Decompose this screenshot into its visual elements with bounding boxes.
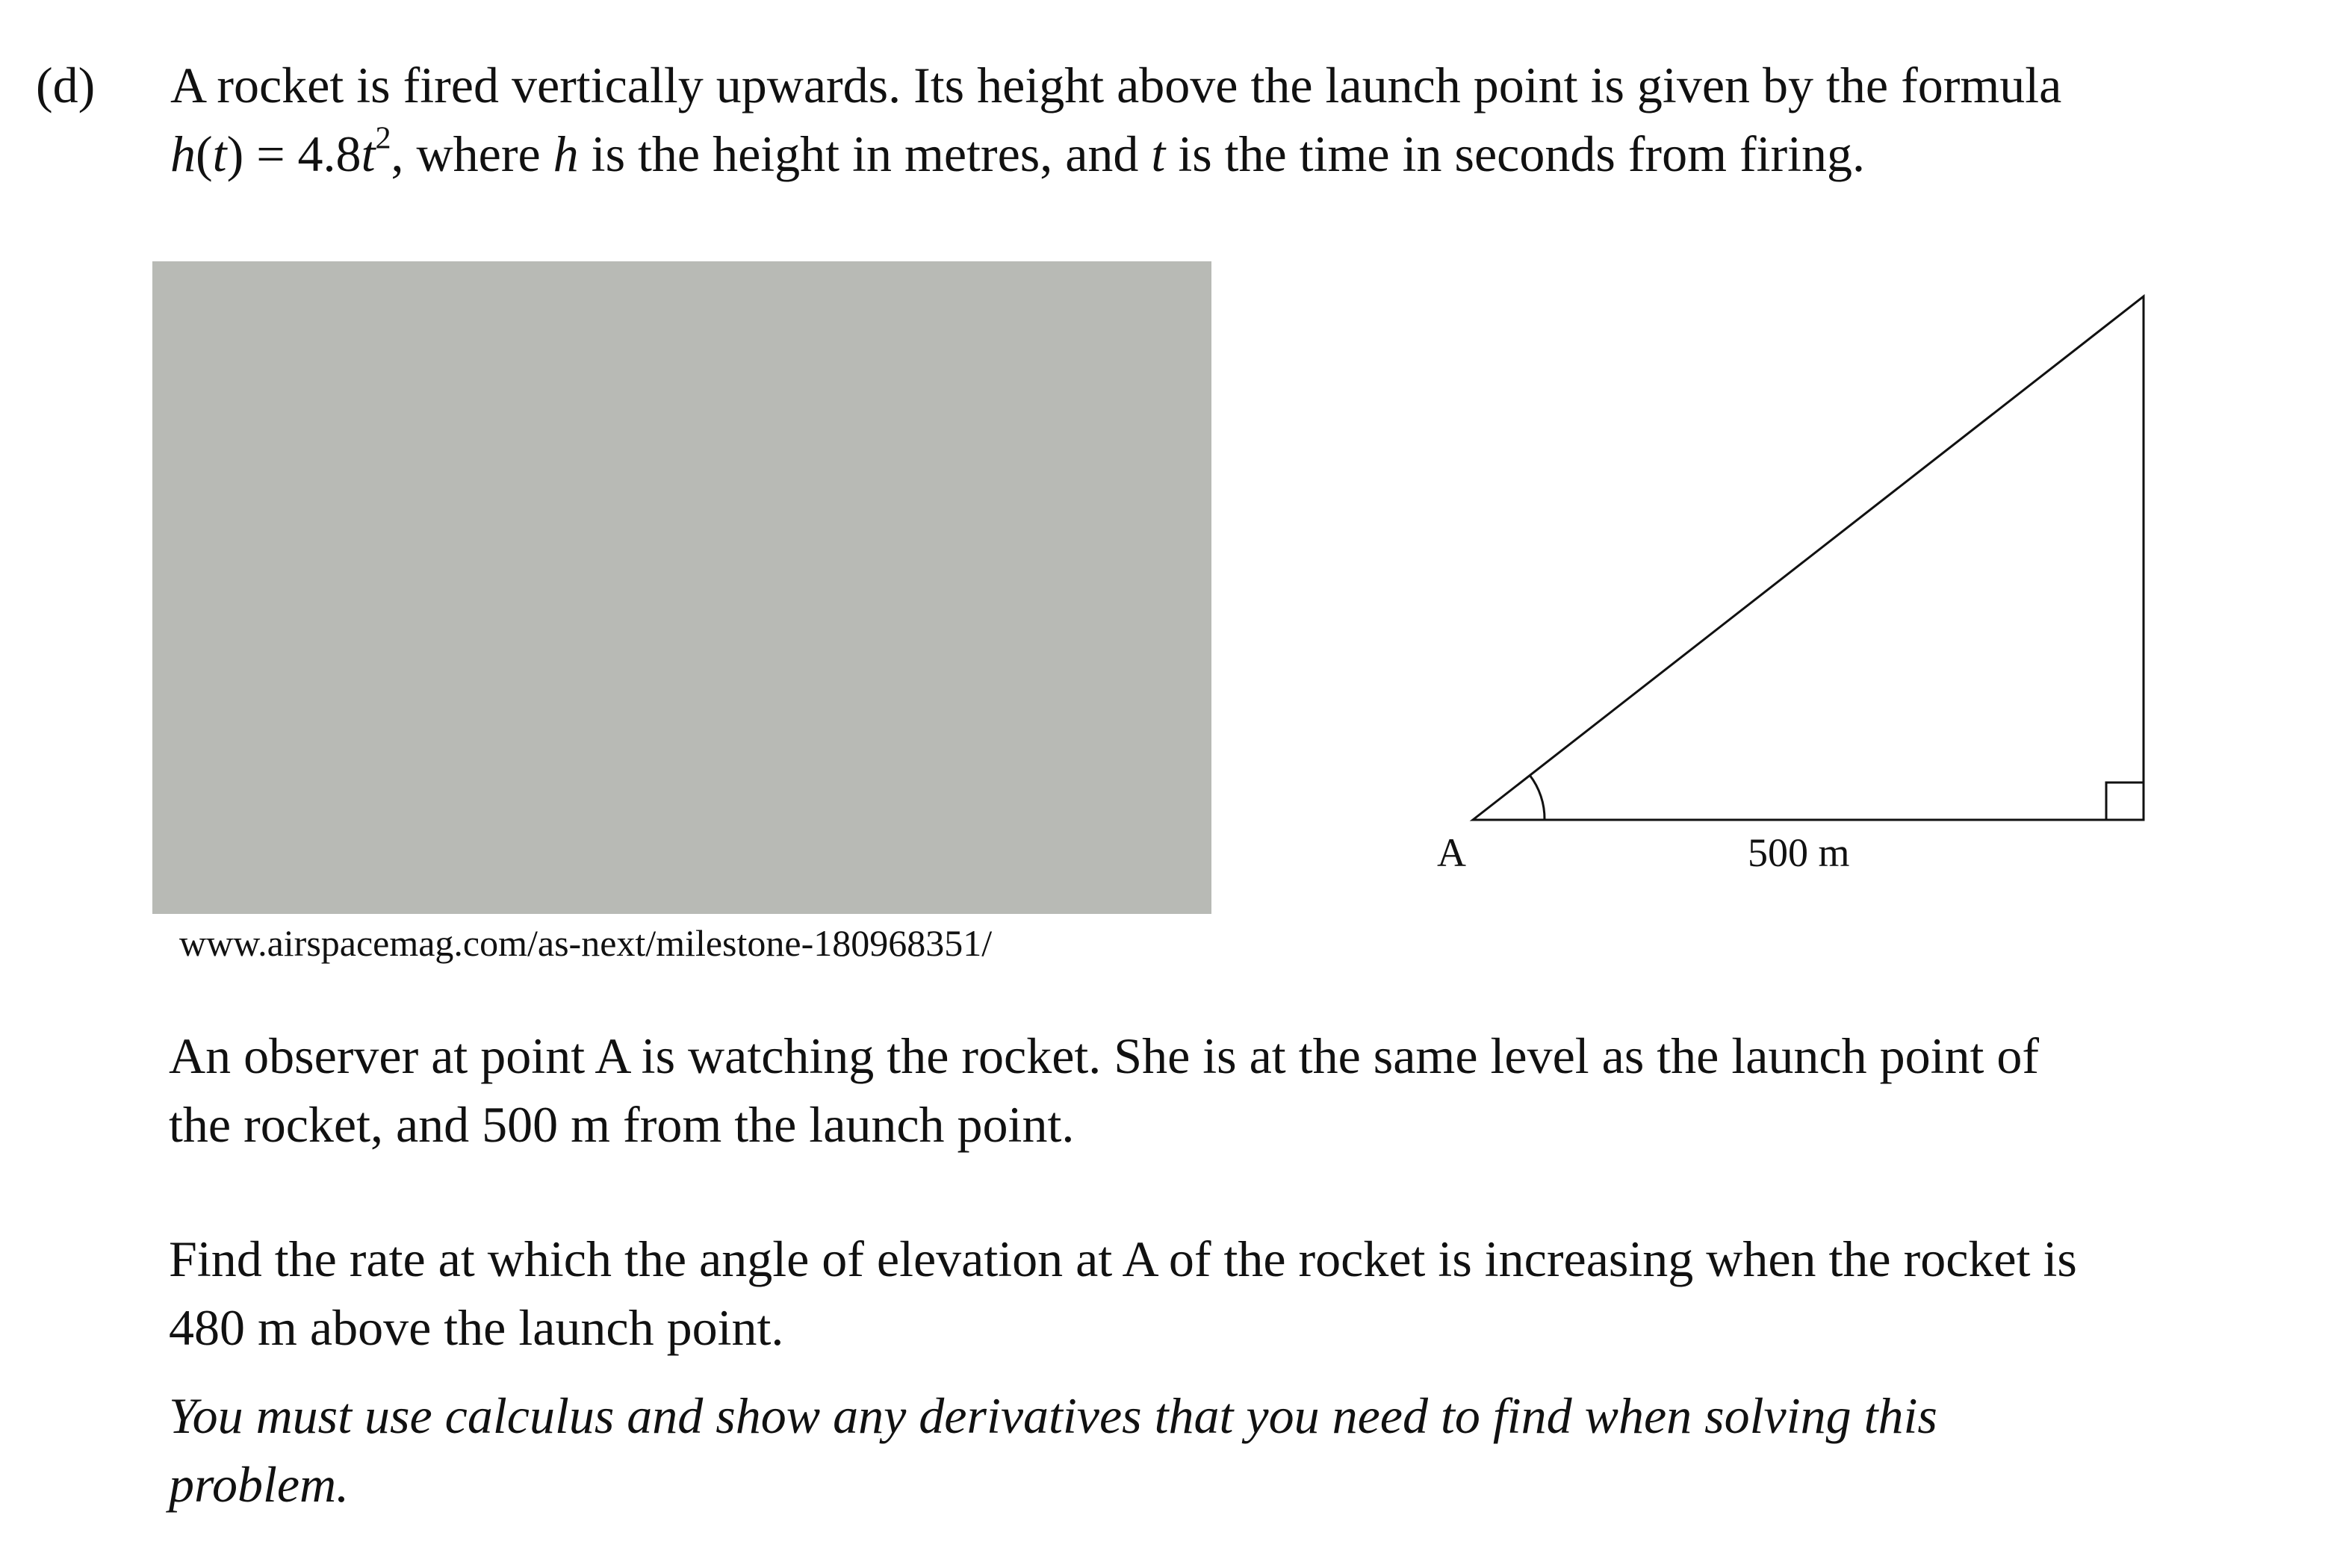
intro-line-2 — [170, 119, 2306, 188]
intro-var-t: t — [1151, 125, 1166, 182]
intro-text-b: is the height in metres, and — [578, 125, 1152, 182]
instruction-paragraph — [169, 1381, 2305, 1519]
formula-exponent: 2 — [375, 120, 391, 156]
intro-line-1: A rocket is fired vertically upwards. Its height above the launch point is given by the formula — [170, 57, 2062, 113]
question-label: (d) — [36, 57, 96, 113]
right-triangle-diagram — [1419, 276, 2173, 896]
task-line-2: 480 m above the launch point. — [169, 1299, 784, 1356]
formula-equals: ) = 4.8 — [226, 125, 361, 182]
base-distance-label: 500 m — [1748, 830, 1850, 875]
formula-h: h — [170, 125, 196, 182]
observer-line-1: An observer at point A is watching the rocket. She is at the same level as the launch point of — [169, 1027, 2040, 1084]
rocket-photo-placeholder — [152, 261, 1211, 914]
formula-open-paren: ( — [196, 125, 213, 182]
task-line-1: Find the rate at which the angle of elevation at A of the rocket is increasing when the rocket is — [169, 1231, 2077, 1287]
right-angle-marker — [2106, 783, 2144, 820]
instruction-line-1: You must use calculus and show any derivatives that you need to find when solving this — [169, 1387, 1937, 1444]
intro-text-a: , where — [391, 125, 553, 182]
question-intro — [170, 51, 2306, 188]
formula-t-squared: t — [361, 125, 376, 182]
intro-var-h: h — [553, 125, 579, 182]
task-paragraph — [169, 1225, 2305, 1362]
formula-t: t — [212, 125, 227, 182]
intro-text-c: is the time in seconds from firing. — [1165, 125, 1866, 182]
observer-line-2: the rocket, and 500 m from the launch point. — [169, 1096, 1075, 1153]
photo-credit: www.airspacemag.com/as-next/milestone-180968351/ — [179, 922, 993, 964]
instruction-line-2: problem. — [169, 1456, 350, 1513]
triangle-outline — [1473, 296, 2144, 820]
formula — [170, 120, 391, 182]
vertex-label-a: A — [1437, 830, 1466, 875]
angle-arc — [1530, 775, 1545, 820]
observer-paragraph — [169, 1021, 2305, 1159]
